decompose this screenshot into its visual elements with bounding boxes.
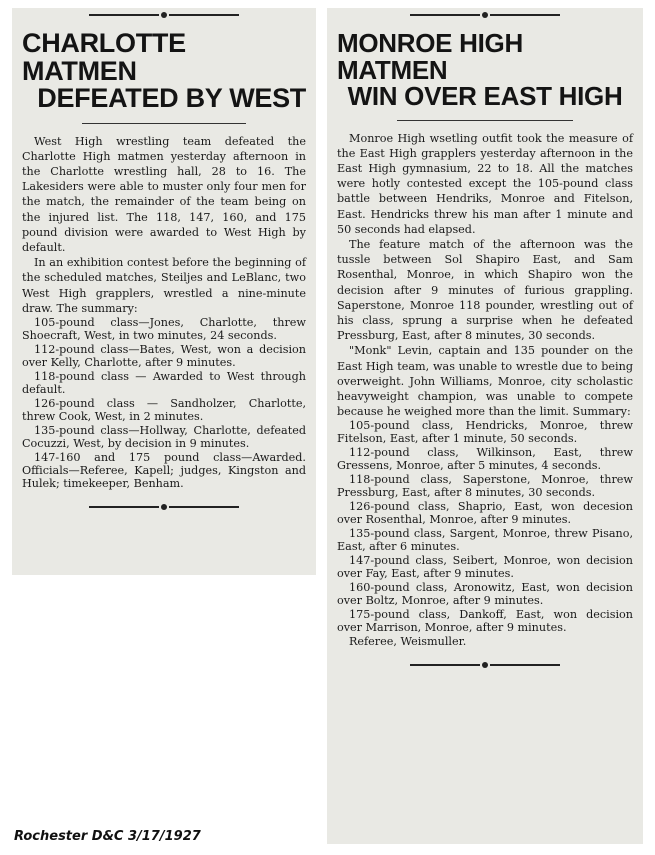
bottom-ornament (337, 658, 633, 672)
right-paragraph: "Monk" Levin, captain and 135 pounder on the East High team, was unable to wrestle due to being overweight. John Williams, Monroe, city scholastic heavyweight champion, was unable to compete because he weighed more than the limit. Summary: (337, 344, 633, 419)
left-paragraph: West High wrestling team defeated the Charlotte High matmen yesterday afternoon in the Charlotte wrestling hall, 28 to 16. The Lakesiders were able to muster only four men for the match, the remainder of the team being on the injured list. The 118, 147, 160, and 175 pound division were awarded to West High by default. (22, 134, 306, 255)
summary-item: 147-160 and 175 pound class—Awarded. Officials—Referee, Kapell; judges, Kingston and Hulek; timekeeper, Benham. (22, 451, 306, 491)
summary-item: 126-pound class — Sandholzer, Charlotte, threw Cook, West, in 2 minutes. (22, 397, 306, 424)
summary-item: 126-pound class, Shaprio, East, won decesion over Rosenthal, Monroe, after 9 minutes. (337, 500, 633, 527)
summary-item: 147-pound class, Seibert, Monroe, won decision over Fay, East, after 9 minutes. (337, 554, 633, 581)
left-article-body (22, 134, 306, 490)
left-article-clipping (12, 8, 316, 575)
summary-item: Referee, Weismuller. (349, 635, 467, 649)
source-caption: Rochester D&C 3/17/1927 (14, 829, 201, 844)
headline-rule (397, 120, 573, 121)
left-paragraph: In an exhibition contest before the beginning of the scheduled matches, Steiljes and LeBlanc, two West High grapplers, wrestled a nine-minute draw. The summary: (22, 256, 306, 315)
summary-item: 135-pound class—Hollway, Charlotte, defeated Cocuzzi, West, by decision in 9 minutes. (22, 424, 306, 451)
summary-item: 112-pound class, Wilkinson, East, threw Gressens, Monroe, after 5 minutes, 4 seconds. (337, 446, 633, 473)
summary-item: 118-pound class, Saperstone, Monroe, threw Pressburg, East, after 8 minutes, 30 seconds. (337, 473, 633, 500)
summary-item: 135-pound class, Sargent, Monroe, threw Pisano, East, after 6 minutes. (337, 527, 633, 554)
right-article-clipping (327, 8, 643, 844)
right-article-body (337, 131, 633, 649)
summary-item: 160-pound class, Aronowitz, East, won decision over Boltz, Monroe, after 9 minutes. (337, 581, 633, 608)
left-headline (22, 30, 306, 113)
top-ornament (337, 8, 633, 22)
left-headline-line1: CHARLOTTE MATMEN (22, 28, 186, 86)
left-headline-line2: DEFEATED BY WEST (37, 83, 306, 114)
summary-item: 112-pound class—Bates, West, won a decision over Kelly, Charlotte, after 9 minutes. (22, 343, 306, 370)
bottom-ornament (22, 500, 306, 514)
headline-rule (82, 123, 246, 124)
top-ornament (22, 8, 306, 22)
right-headline-line2: WIN OVER EAST HIGH (347, 81, 623, 112)
right-paragraph: The feature match of the afternoon was the tussle between Sol Shapiro East, and Sam Rosenthal, Monroe, in which Shapiro won the decision after 9 minutes of furious grappling. Saperstone, Monroe 118 pounder, wrestling out of his class, sprung a surprise when he defeated Pressburg, East, after 8 minutes, 30 seconds. (337, 237, 633, 343)
right-headline-line1: MONROE HIGH MATMEN (337, 28, 523, 85)
summary-item: 118-pound class — Awarded to West through default. (22, 370, 306, 397)
summary-item: 105-pound class, Hendricks, Monroe, threw Fitelson, East, after 1 minute, 50 seconds. (337, 419, 633, 446)
right-headline (337, 30, 633, 110)
summary-item: 175-pound class, Dankoff, East, won decision over Marrison, Monroe, after 9 minutes. (337, 608, 633, 635)
right-paragraph: Monroe High wsetling outfit took the measure of the East High grapplers yesterday afternoon in the East High gymnasium, 22 to 18. All the matches were hotly contested except the 105-pound class battle between Hendriks, Monroe and Fitelson, East. Hendricks threw his man after 1 minute and 50 seconds had elapsed. (337, 131, 633, 236)
summary-item: 105-pound class—Jones, Charlotte, threw Shoecraft, West, in two minutes, 24 seconds. (22, 316, 306, 343)
